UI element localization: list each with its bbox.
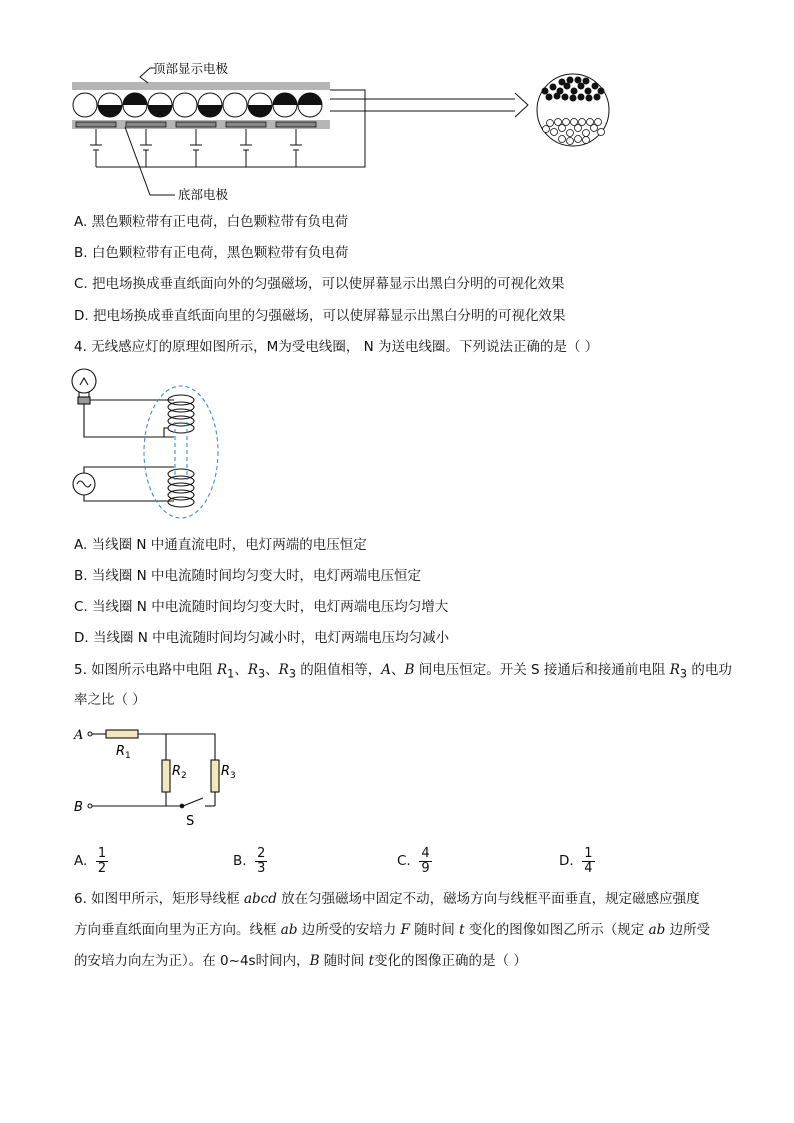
capsule-row (73, 93, 322, 117)
switch-label: S (186, 814, 195, 829)
bottom-electrode-label: 底部电极 (178, 187, 229, 202)
q3-option-a: A. 黑色颗粒带有正电荷，白色颗粒带有负电荷 (74, 214, 349, 230)
q6-line-2: 方向垂直纸面向里为正方向。线框 ab 边所受的安培力 F 随时间 t 变化的图像如图乙所示（规定 ab 边所受 (74, 922, 711, 938)
magnified-capsule (537, 74, 609, 146)
q5-option-b: B. $\frac{2}{3}$ (233, 845, 266, 876)
r1-label: $R_1$ (116, 744, 131, 761)
wireless-lamp-diagram (64, 362, 234, 527)
r2-label: $R_2$ (172, 764, 187, 781)
top-electrode (72, 82, 330, 90)
q3-option-d: D. 把电场换成垂直纸面向里的匀强磁场，可以使屏幕显示出黑白分明的可视化效果 (74, 308, 566, 324)
q6-line-1: 6. 如图甲所示，矩形导线框 abcd 放在匀强磁场中固定不动，磁场方向与线框平面垂直，规定磁感应强度 (74, 891, 700, 907)
q5-stem-line2: 率之比（ ） (74, 692, 146, 708)
q5-stem: 5. 如图所示电路中电阻 $R_1$、$R_3$、$R_3$ 的阻值相等，A、B 间电压恒定。开关 S 接通后和接通前电阻 $R_3$ 的电功 (74, 662, 732, 681)
q3-option-b: B. 白色颗粒带有正电荷，黑色颗粒带有负电荷 (74, 245, 349, 261)
display-diagram (60, 55, 630, 205)
q4-stem: 4. 无线感应灯的原理如图所示，M为受电线圈， N 为送电线圈。下列说法正确的是（ ） (74, 339, 599, 355)
q5-option-c: C. $\frac{4}{9}$ (397, 845, 430, 876)
q5-option-a: A. $\frac{1}{2}$ (74, 845, 107, 876)
terminal-b-label: B (74, 800, 83, 815)
q4-option-b: B. 当线圈 N 中电流随时间均匀变大时，电灯两端电压恒定 (74, 568, 422, 584)
q4-option-c: C. 当线圈 N 中电流随时间均匀变大时，电灯两端电压均匀增大 (74, 599, 449, 615)
q4-option-a: A. 当线圈 N 中通直流电时，电灯两端的电压恒定 (74, 537, 367, 553)
top-electrode-label: 顶部显示电极 (153, 61, 229, 76)
q5-circuit (70, 722, 240, 832)
q3-option-c: C. 把电场换成垂直纸面向外的匀强磁场，可以使屏幕显示出黑白分明的可视化效果 (74, 276, 565, 292)
q5-option-d: D. $\frac{1}{4}$ (559, 845, 593, 876)
r3-label: $R_3$ (221, 764, 236, 781)
q4-option-d: D. 当线圈 N 中电流随时间均匀减小时，电灯两端电压均匀减小 (74, 630, 450, 646)
q6-line-3: 的安培力向左为正）。在 0~4s时间内，B 随时间 t变化的图像正确的是（ ） (74, 953, 527, 969)
terminal-a-label: A (74, 728, 84, 743)
